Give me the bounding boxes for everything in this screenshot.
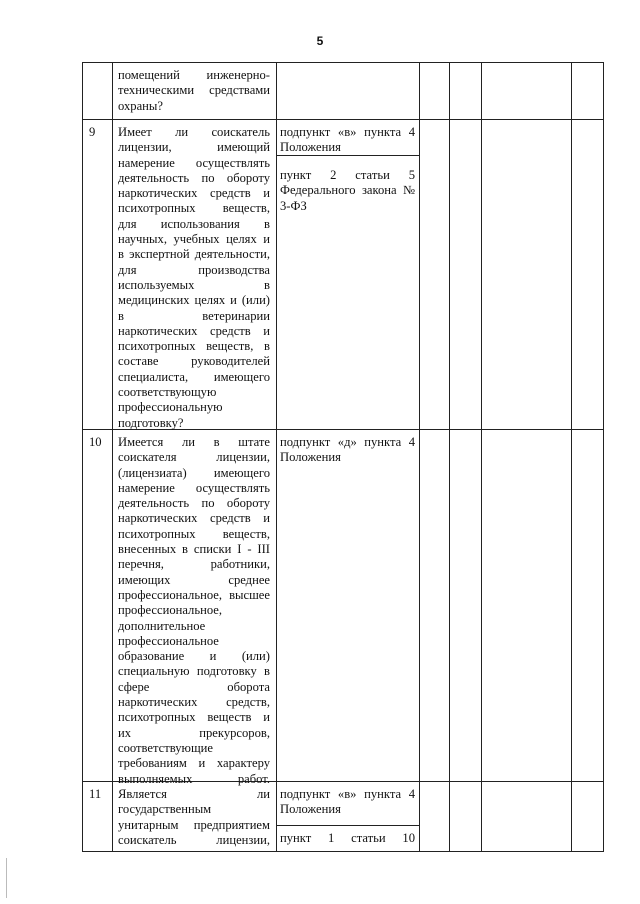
col-line bbox=[449, 62, 450, 852]
scan-margin-mark bbox=[6, 858, 7, 898]
question-text: Имеет ли соискатель лицензии, имеющий намерение осуществлять деятельность по обороту наркотических средств и психотропных веществ, для использования в научных, учебных целях и в экспертной деятельности, для производства используемых в медицинских целях и (или) в ветеринарии наркотических средств и психотропных веществ, в составе руководителей специалиста, имеющего соответствующую профессиональную подготовку? bbox=[118, 125, 270, 430]
col-line bbox=[603, 62, 604, 852]
table-border-top bbox=[82, 62, 603, 63]
row-divider bbox=[82, 119, 603, 120]
legal-reference: подпункт «д» пункта 4 Положения bbox=[280, 435, 415, 465]
page-number: 5 bbox=[316, 34, 324, 48]
ref-divider bbox=[276, 825, 419, 826]
col-line bbox=[481, 62, 482, 852]
row-number: 10 bbox=[89, 435, 102, 449]
question-text: помещений инженерно- техническими средствами охраны? bbox=[118, 68, 270, 113]
col-line bbox=[571, 62, 572, 852]
row-number: 9 bbox=[89, 125, 96, 139]
legal-reference: подпункт «в» пункта 4 Положения bbox=[280, 787, 415, 817]
question-text: Имеется ли в штате соискателя лицензии, (лицензиата) имеющего намерение осуществлять деятельность по обороту наркотических средств и психотропных веществ, внесенных в списки I - III перечня, работники, имеющих среднее профессиональное, высшее профессиональное, дополнительное профессиональное образование и (или) специальную подготовку в сфере оборота наркотических средств, психотропных веществ и их прекурсоров, соответствующие требованиям и характеру выполняемых работ. bbox=[118, 435, 270, 786]
row-number: 11 bbox=[89, 787, 102, 801]
legal-reference: подпункт «в» пункта 4 Положения bbox=[280, 125, 415, 155]
legal-reference: пункт 1 статьи 10 bbox=[280, 831, 415, 845]
legal-reference: пункт 2 статьи 5 Федерального закона № 3-ФЗ bbox=[280, 168, 415, 213]
col-line bbox=[419, 62, 420, 852]
col-line bbox=[112, 62, 113, 852]
col-line bbox=[276, 62, 277, 852]
col-line bbox=[82, 62, 83, 852]
question-text: Является ли государственным унитарным предприятием соискатель лицензии, bbox=[118, 787, 270, 847]
table-border-bottom bbox=[82, 851, 603, 852]
